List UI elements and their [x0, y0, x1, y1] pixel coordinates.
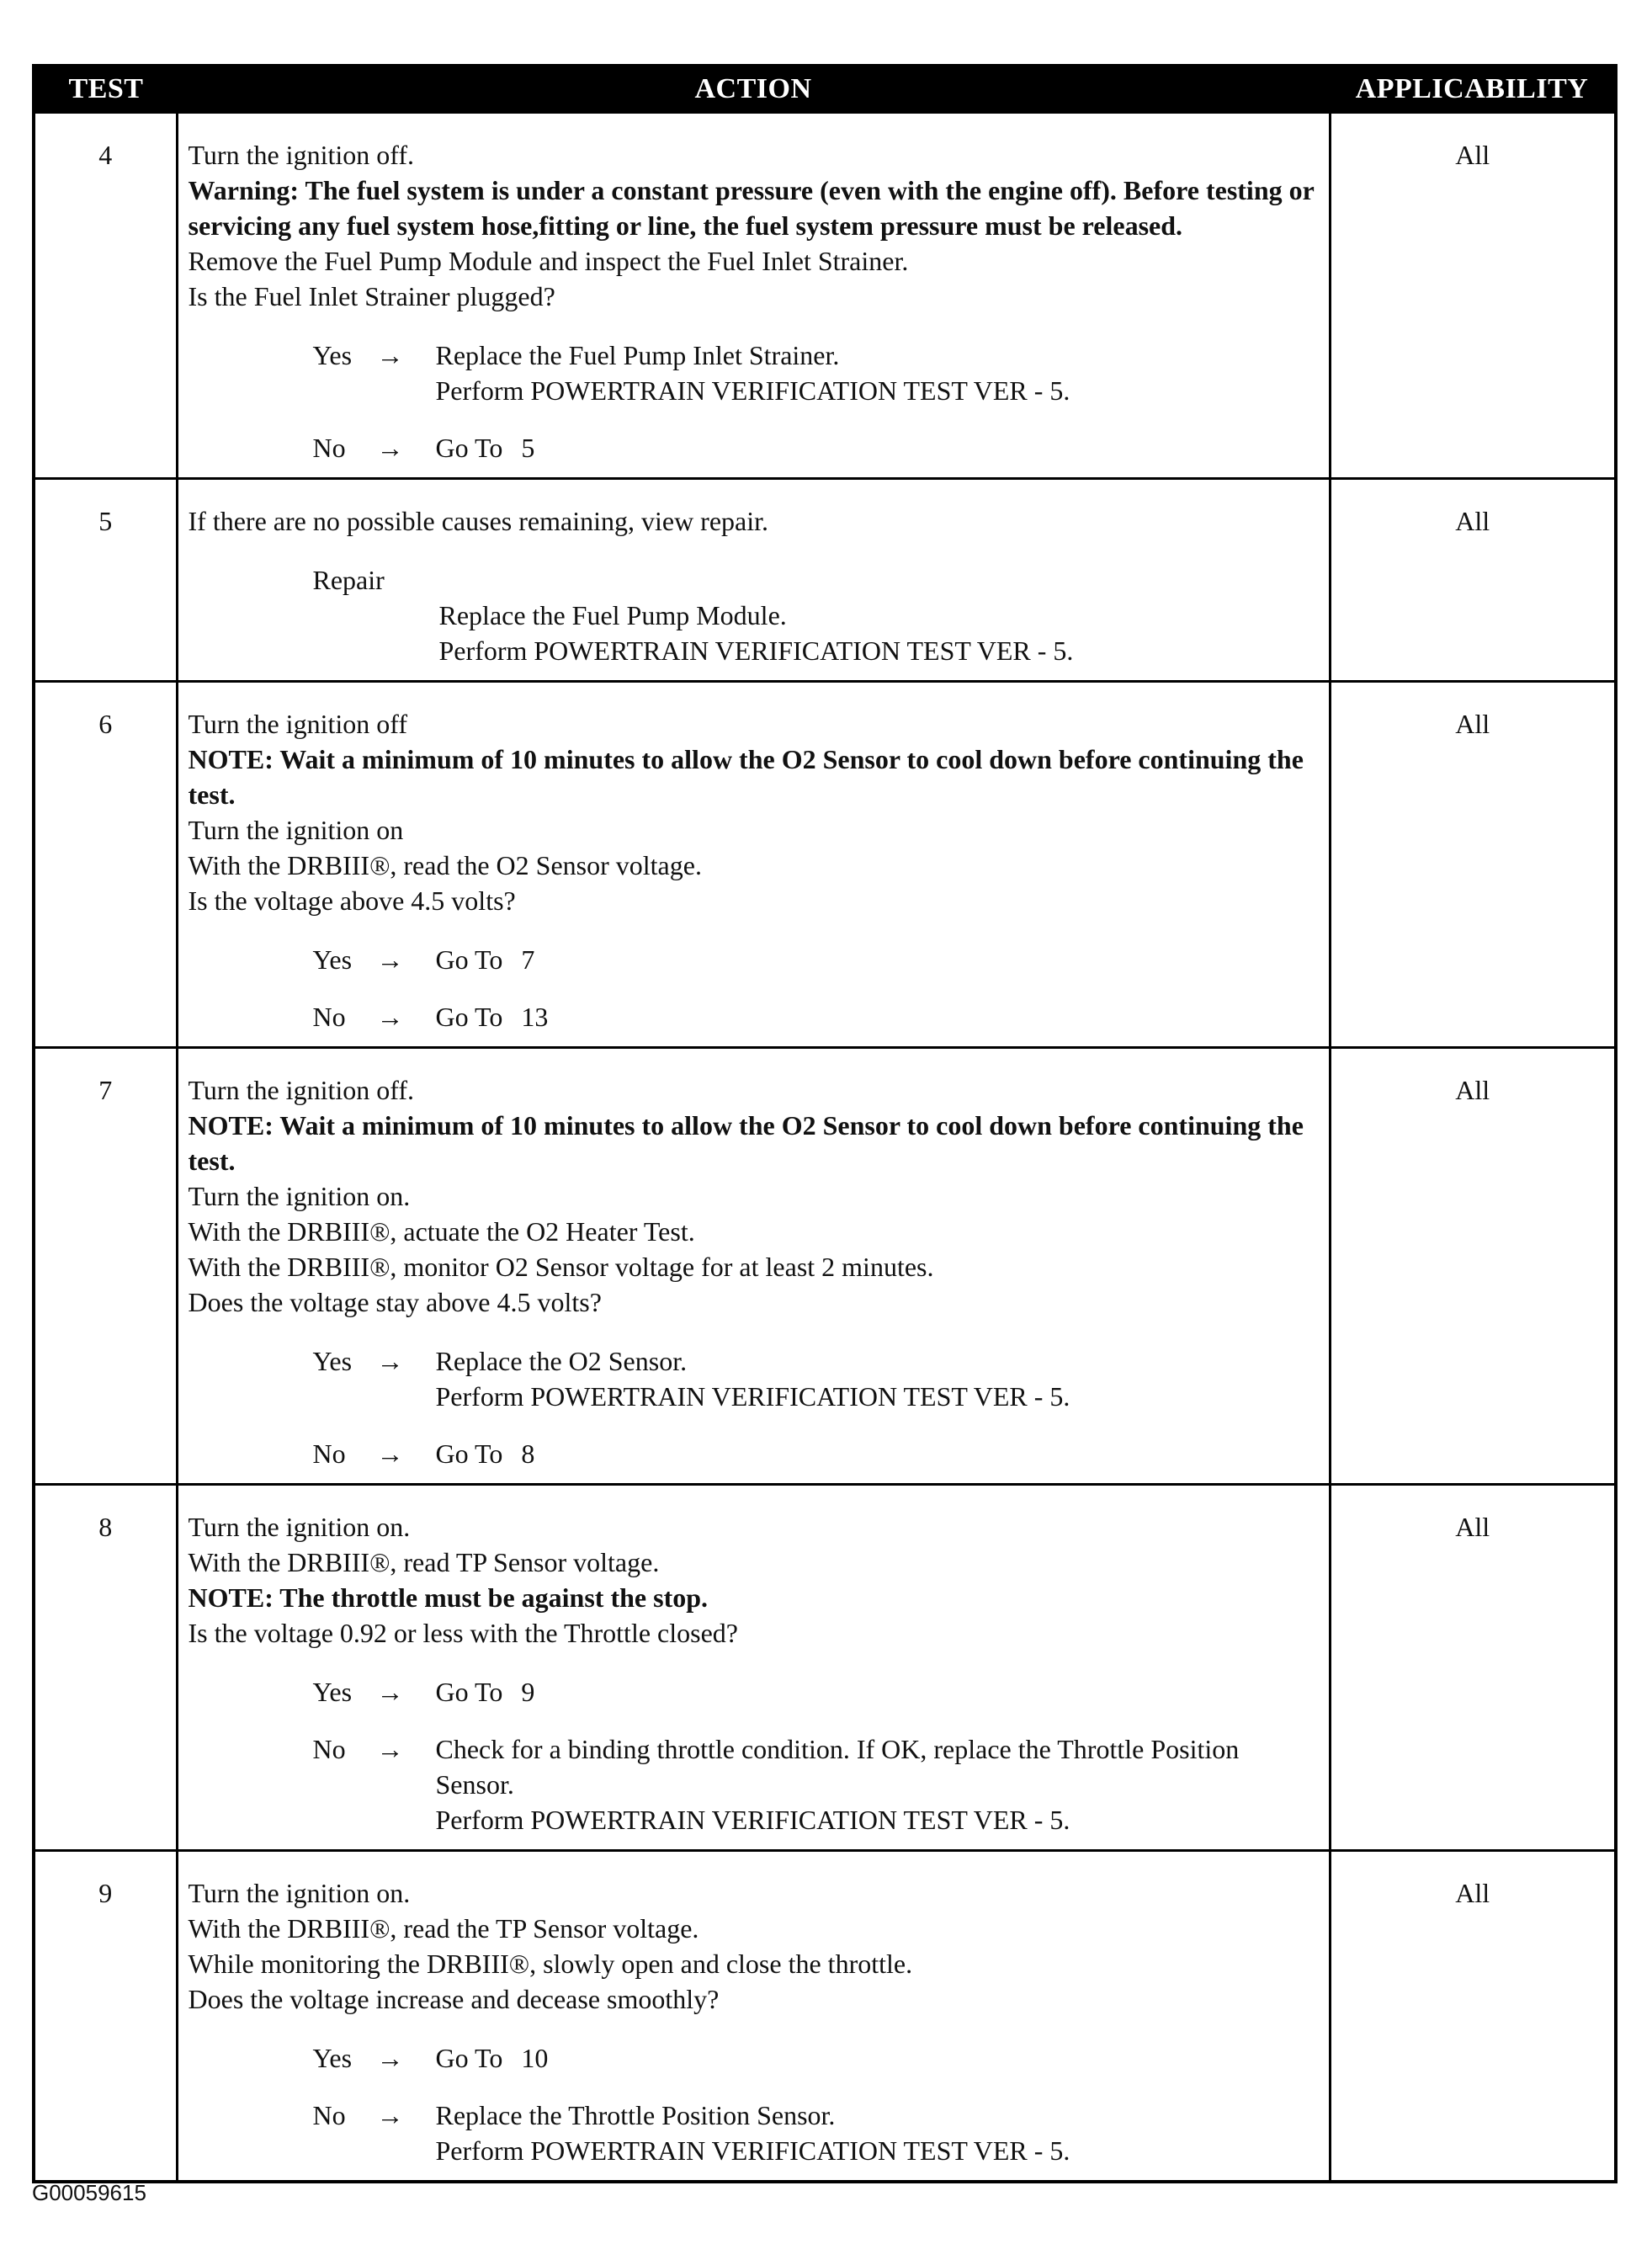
applicability-value: All: [1330, 479, 1616, 682]
outcome-line: Perform POWERTRAIN VERIFICATION TEST VER - 5.: [435, 375, 1070, 406]
action-line: With the DRBIII®, monitor O2 Sensor voltage for at least 2 minutes.: [188, 1252, 934, 1282]
no-label: No: [312, 1002, 346, 1032]
answer-options: [189, 338, 1320, 465]
no-option: [313, 430, 1320, 465]
action-line: Turn the ignition off.: [188, 140, 414, 170]
action-cell: [177, 479, 1330, 682]
yes-label: Yes: [312, 944, 353, 975]
action-line: Turn the ignition off.: [188, 1075, 414, 1105]
diagnostic-page: [32, 64, 1614, 2183]
action-line: If there are no possible causes remaining, view repair.: [188, 506, 769, 536]
goto-test-number: 10: [521, 2043, 549, 2073]
header-applicability: APPLICABILITY: [1330, 66, 1616, 113]
outcome-line: Perform POWERTRAIN VERIFICATION TEST VER - 5.: [435, 2135, 1070, 2166]
arrow-right-icon: →: [376, 1438, 404, 1469]
yes-option: [313, 1674, 1320, 1710]
applicability-value: All: [1330, 1851, 1616, 2183]
action-line: Is the voltage above 4.5 volts?: [188, 885, 516, 916]
yes-option: [313, 338, 1320, 408]
action-line: Turn the ignition on.: [188, 1878, 411, 1908]
action-line: Does the voltage increase and decease smoothly?: [188, 1984, 720, 2014]
no-option: [313, 1436, 1320, 1471]
action-cell: [177, 682, 1330, 1048]
answer-options: [189, 1674, 1320, 1837]
action-line: Is the voltage 0.92 or less with the Throttle closed?: [188, 1618, 738, 1648]
goto-test-number: 13: [521, 1002, 549, 1032]
action-cell: [177, 1485, 1330, 1851]
no-label: No: [312, 2100, 346, 2130]
goto-line: [436, 999, 1320, 1034]
table-row: [34, 1851, 1616, 2183]
goto-line: [436, 2040, 1320, 2076]
table-body: [34, 113, 1616, 2183]
action-line: With the DRBIII®, read the TP Sensor voltage.: [188, 1913, 699, 1944]
arrow-right-icon: →: [376, 1002, 404, 1032]
no-option: [313, 2098, 1320, 2168]
goto-test-number: 7: [521, 944, 535, 975]
no-outcome: [436, 1436, 1320, 1471]
yes-label: Yes: [312, 340, 353, 370]
table-header-row: [34, 66, 1616, 113]
goto-label: Go To: [435, 2043, 503, 2073]
action-line: Turn the ignition on.: [188, 1512, 411, 1542]
outcome-line: Perform POWERTRAIN VERIFICATION TEST VER - 5.: [435, 1805, 1070, 1835]
action-line: Remove the Fuel Pump Module and inspect the Fuel Inlet Strainer.: [188, 246, 909, 276]
no-option: [313, 999, 1320, 1034]
table-row: [34, 1048, 1616, 1485]
figure-id: G00059615: [32, 2180, 146, 2205]
goto-label: Go To: [435, 1677, 503, 1707]
yes-outcome: [436, 1343, 1320, 1414]
no-outcome: [436, 1731, 1320, 1837]
header-action: ACTION: [177, 66, 1330, 113]
no-outcome: [436, 999, 1320, 1034]
table-row: [34, 479, 1616, 682]
arrow-right-icon: →: [376, 1346, 404, 1376]
yes-label: Yes: [312, 1677, 353, 1707]
yes-outcome: [436, 942, 1320, 977]
goto-label: Go To: [435, 433, 503, 463]
yes-label: Yes: [312, 2043, 353, 2073]
no-option: [313, 1731, 1320, 1837]
yes-option: [313, 942, 1320, 977]
action-note: NOTE: The throttle must be against the stop.: [188, 1582, 709, 1613]
arrow-right-icon: →: [376, 1734, 404, 1764]
test-number: 8: [34, 1485, 177, 1851]
action-line: While monitoring the DRBIII®, slowly open and close the throttle.: [188, 1949, 913, 1979]
goto-test-number: 8: [521, 1438, 535, 1469]
outcome-line: Replace the Fuel Pump Inlet Strainer.: [435, 340, 840, 370]
test-number: 4: [34, 113, 177, 479]
outcome-line: Replace the O2 Sensor.: [435, 1346, 688, 1376]
action-line: Turn the ignition on.: [188, 1181, 411, 1211]
no-outcome: [436, 430, 1320, 465]
action-line: Does the voltage stay above 4.5 volts?: [188, 1287, 602, 1317]
action-line: With the DRBIII®, read the O2 Sensor voltage.: [188, 850, 702, 880]
action-note: Warning: The fuel system is under a constant pressure (even with the engine off). Before testing or servicing any fuel system hose,fitting or line, the fuel system pressure must be released.: [188, 175, 1315, 241]
action-cell: [177, 1851, 1330, 2183]
test-number: 7: [34, 1048, 177, 1485]
arrow-right-icon: →: [376, 1677, 404, 1707]
repair-block: [189, 562, 1320, 668]
goto-label: Go To: [435, 1002, 503, 1032]
no-outcome: [436, 2098, 1320, 2168]
action-line: Turn the ignition off: [188, 709, 407, 739]
no-label: No: [312, 1438, 346, 1469]
yes-label: Yes: [312, 1346, 353, 1376]
goto-label: Go To: [435, 1438, 503, 1469]
outcome-line: Perform POWERTRAIN VERIFICATION TEST VER - 5.: [435, 1381, 1070, 1412]
applicability-value: All: [1330, 1485, 1616, 1851]
goto-line: [436, 942, 1320, 977]
test-number: 6: [34, 682, 177, 1048]
diagnostic-table: [32, 64, 1617, 2183]
yes-outcome: [436, 2040, 1320, 2076]
yes-option: [313, 1343, 1320, 1414]
outcome-line: Check for a binding throttle condition. If OK, replace the Throttle Position Sensor.: [435, 1734, 1240, 1800]
arrow-right-icon: →: [376, 433, 404, 463]
outcome-line: Replace the Throttle Position Sensor.: [435, 2100, 836, 2130]
test-number: 5: [34, 479, 177, 682]
action-note: NOTE: Wait a minimum of 10 minutes to allow the O2 Sensor to cool down before continuing the test.: [188, 744, 1304, 810]
action-note: NOTE: Wait a minimum of 10 minutes to allow the O2 Sensor to cool down before continuing the test.: [188, 1110, 1304, 1176]
applicability-value: All: [1330, 1048, 1616, 1485]
no-label: No: [312, 433, 346, 463]
yes-outcome: [436, 338, 1320, 408]
applicability-value: All: [1330, 682, 1616, 1048]
yes-outcome: [436, 1674, 1320, 1710]
arrow-right-icon: →: [376, 340, 404, 370]
action-line: Turn the ignition on: [188, 815, 404, 845]
goto-test-number: 9: [521, 1677, 535, 1707]
goto-line: [436, 430, 1320, 465]
goto-test-number: 5: [521, 433, 535, 463]
yes-option: [313, 2040, 1320, 2076]
arrow-right-icon: →: [376, 2100, 404, 2130]
action-cell: [177, 1048, 1330, 1485]
no-label: No: [312, 1734, 346, 1764]
arrow-right-icon: →: [376, 944, 404, 975]
test-number: 9: [34, 1851, 177, 2183]
answer-options: [189, 1343, 1320, 1471]
table-row: [34, 113, 1616, 479]
answer-options: [189, 2040, 1320, 2168]
repair-step: Perform POWERTRAIN VERIFICATION TEST VER - 5.: [438, 635, 1074, 666]
action-cell: [177, 113, 1330, 479]
goto-label: Go To: [435, 944, 503, 975]
repair-steps: [313, 598, 1320, 668]
arrow-right-icon: →: [376, 2043, 404, 2073]
action-line: Is the Fuel Inlet Strainer plugged?: [188, 281, 555, 311]
table-row: [34, 1485, 1616, 1851]
answer-options: [189, 942, 1320, 1034]
action-line: With the DRBIII®, read TP Sensor voltage.: [188, 1547, 660, 1577]
repair-step: Replace the Fuel Pump Module.: [438, 600, 787, 630]
goto-line: [436, 1436, 1320, 1471]
header-test: TEST: [34, 66, 177, 113]
action-line: With the DRBIII®, actuate the O2 Heater Test.: [188, 1216, 695, 1247]
goto-line: [436, 1674, 1320, 1710]
applicability-value: All: [1330, 113, 1616, 479]
table-row: [34, 682, 1616, 1048]
repair-label: Repair: [312, 565, 385, 595]
